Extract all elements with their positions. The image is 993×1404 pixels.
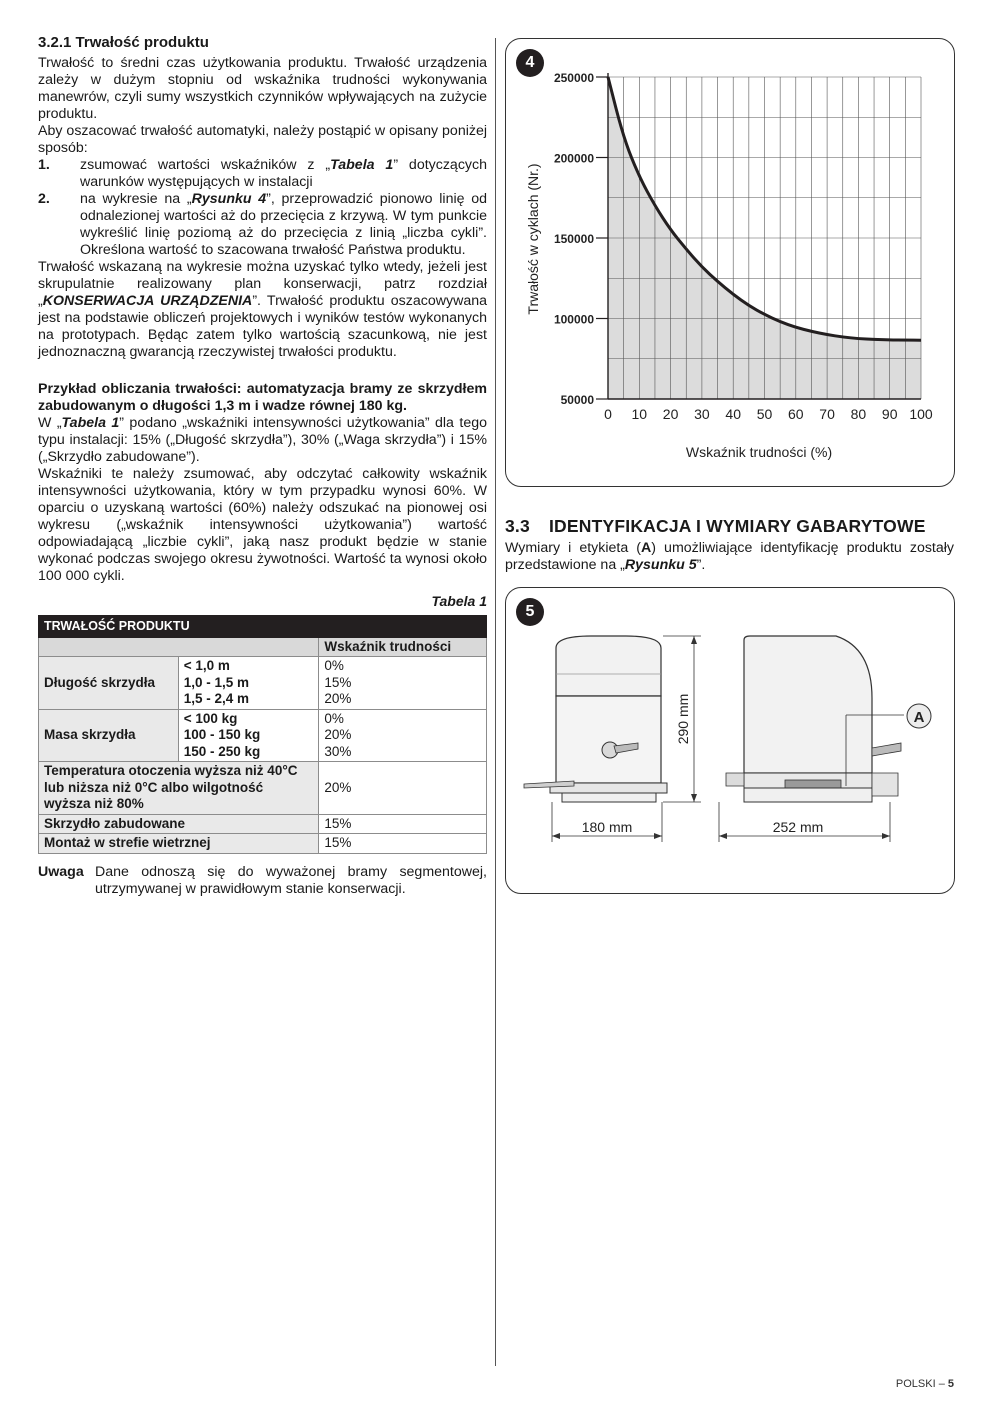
y-tick-label: 100000: [553, 312, 594, 327]
durability-table: [38, 615, 487, 854]
left-column: [38, 34, 487, 898]
figure-number-badge: 5: [516, 598, 544, 626]
table-row: [39, 709, 487, 762]
table-title: TRWAŁOŚĆ PRODUKTU: [39, 616, 487, 638]
table-row: [39, 762, 487, 815]
section-title-text: IDENTYFIKACJA I WYMIARY GABARYTOWE: [549, 516, 926, 536]
example-paragraph-2: Wskaźniki te należy zsumować, aby odczytać całkowity wskaźnik intensywności użytkowania, który w tym przypadku wynosi 60%. W oparciu o uzyskaną wartości (60%) należy odszukać na pionowej osi wykresu („wskaźnik intensywności użytkowania”) wartość odpowiadającą „liczbie cykli”, jaką nasz produkt będzie w stanie wykonać podczas swojego okresu żywotności. Wartość ta wynosi około 100 000 cykli.: [38, 466, 487, 584]
table-row: [39, 814, 487, 834]
row-value: 15%: [319, 814, 487, 834]
row-value: 20%: [319, 762, 487, 815]
depth-dimension-label: 252 mm: [772, 819, 824, 835]
dimensions-drawing: [506, 588, 954, 893]
row-ranges: < 100 kg 100 - 150 kg 150 - 250 kg: [178, 709, 319, 762]
y-tick-label: 50000: [560, 393, 594, 407]
section-heading: 3.2.1 Trwałość produktu: [38, 34, 209, 51]
x-tick-label: 90: [881, 406, 898, 422]
table-row: [39, 657, 487, 710]
row-label: Długość skrzydła: [39, 657, 179, 710]
figure-reference: Rysunku 5: [624, 557, 697, 573]
figure-reference: Rysunku 4: [191, 191, 267, 207]
example-paragraph: W „Tabela 1” podano „wskaźniki intensywności użytkowania” dla tego typu instalacji: 15% („Długość skrzydła”), 30% („Waga skrzydła”) i 15% („Skrzydło zabudowane”).: [38, 415, 487, 465]
x-tick-label: 20: [662, 406, 679, 422]
x-axis-label: Wskaźnik trudności (%): [685, 444, 833, 460]
x-tick-label: 100: [909, 406, 933, 422]
figure-number-badge: 4: [516, 49, 544, 77]
section-3-3-title: [505, 516, 926, 537]
y-tick-label: 150000: [553, 232, 594, 246]
motor-side-view: [726, 636, 901, 802]
durability-chart: [506, 39, 954, 486]
x-tick-label: 50: [756, 406, 773, 422]
list-number: 2.: [38, 191, 50, 207]
note-text: Dane odnoszą się do wyważonej bramy segmentowej, utrzymywanej w prawidłowym stanie konserwacji.: [95, 863, 487, 897]
width-dimension-label: 180 mm: [581, 819, 633, 835]
row-value: 15%: [319, 834, 487, 854]
column-divider: [495, 38, 496, 1366]
y-tick-label: 250000: [553, 71, 594, 85]
row-label: Montaż w strefie wietrznej: [39, 834, 319, 854]
section-3-3-text: Wymiary i etykieta (A) umożliwiające identyfikację produktu zostały przedstawione na „Rysunku 5”.: [505, 540, 955, 573]
x-tick-label: 70: [819, 406, 835, 422]
list-item: 2. na wykresie na „Rysunku 4”, przeprowadzić pionowo linię od odnalezionej wartości aż do przecięcia z krzywą. W tym punkcie wykreślić linię poziomą aż do przecięcia z linią „liczba cykli”. Określona wartość to szacowana trwałość Państwa produktu.: [38, 191, 488, 258]
motor-front-view: [524, 636, 667, 802]
table-caption: Tabela 1: [431, 593, 487, 609]
x-tick-label: 0: [604, 406, 612, 422]
y-tick-label: 200000: [553, 151, 594, 166]
intro-paragraph-2: Aby oszacować trwałość automatyki, należy postąpić w opisany poniżej sposób:: [38, 123, 487, 156]
x-tick-label: 30: [694, 406, 710, 422]
section-number: 3.3: [505, 516, 530, 536]
intro-paragraph: Trwałość to średni czas użytkowania produktu. Trwałość urządzenia zależy w dużym stopniu od wskaźnika trudności wykonywania manewrów, czyli sumy wszystkich czynników wpływających na zużycie produktu.: [38, 55, 487, 122]
list-item: 1. zsumować wartości wskaźników z „Tabela 1” dotyczących warunków występujących w instalacji: [38, 157, 487, 190]
durability-note: Trwałość wskazaną na wykresie można uzyskać tylko wtedy, jeżeli jest skrupulatnie realizowany plan konserwacji, patrz rozdział „KONSERWACJA URZĄDZENIA”. Trwałość produktu oszacowywana jest na podstawie obliczeń projektowych i wyników testów wykonanych na prototypach. Będąc zatem tylko wartością szacunkową, nie jest jednoznaczną gwarancją rzeczywistej trwałości produktu.: [38, 259, 487, 360]
page-number: 5: [947, 1378, 954, 1390]
height-dimension-label: 290 mm: [675, 693, 691, 745]
table-row: [39, 834, 487, 854]
x-tick-label: 60: [788, 406, 804, 422]
table-column-header: Wskaźnik trudności: [319, 637, 487, 657]
note-label: Uwaga: [38, 863, 84, 880]
row-label: Temperatura otoczenia wyższa niż 40°C lub niższa niż 0°C albo wilgotność wyższa niż 80%: [39, 762, 319, 815]
table-reference: Tabela 1: [330, 157, 394, 173]
note: [38, 864, 487, 898]
row-ranges: < 1,0 m 1,0 - 1,5 m 1,5 - 2,4 m: [178, 657, 319, 710]
list-number: 1.: [38, 157, 50, 173]
steps-list: [38, 157, 487, 259]
y-axis-label: Trwałość w cyklach (Nr.): [525, 163, 541, 315]
figure-5-box: [505, 587, 955, 894]
row-values: 0% 20% 30%: [319, 709, 487, 762]
example-title: Przykład obliczania trwałości: automatyzacja bramy ze skrzydłem zabudowanym o długości 1,3 m i wadze równej 180 kg.: [38, 381, 487, 414]
label-a-marker: A: [913, 709, 925, 726]
row-values: 0% 15% 20%: [319, 657, 487, 710]
figure-4-box: [505, 38, 955, 487]
row-label: Masa skrzydła: [39, 709, 179, 762]
x-tick-label: 10: [631, 406, 648, 422]
row-label: Skrzydło zabudowane: [39, 814, 319, 834]
x-tick-label: 80: [850, 406, 867, 422]
x-tick-label: 40: [725, 406, 741, 422]
page-footer: POLSKI – 5: [895, 1378, 954, 1390]
table-reference: Tabela 1: [61, 415, 120, 431]
chapter-reference: KONSERWACJA URZĄDZENIA: [42, 293, 253, 309]
